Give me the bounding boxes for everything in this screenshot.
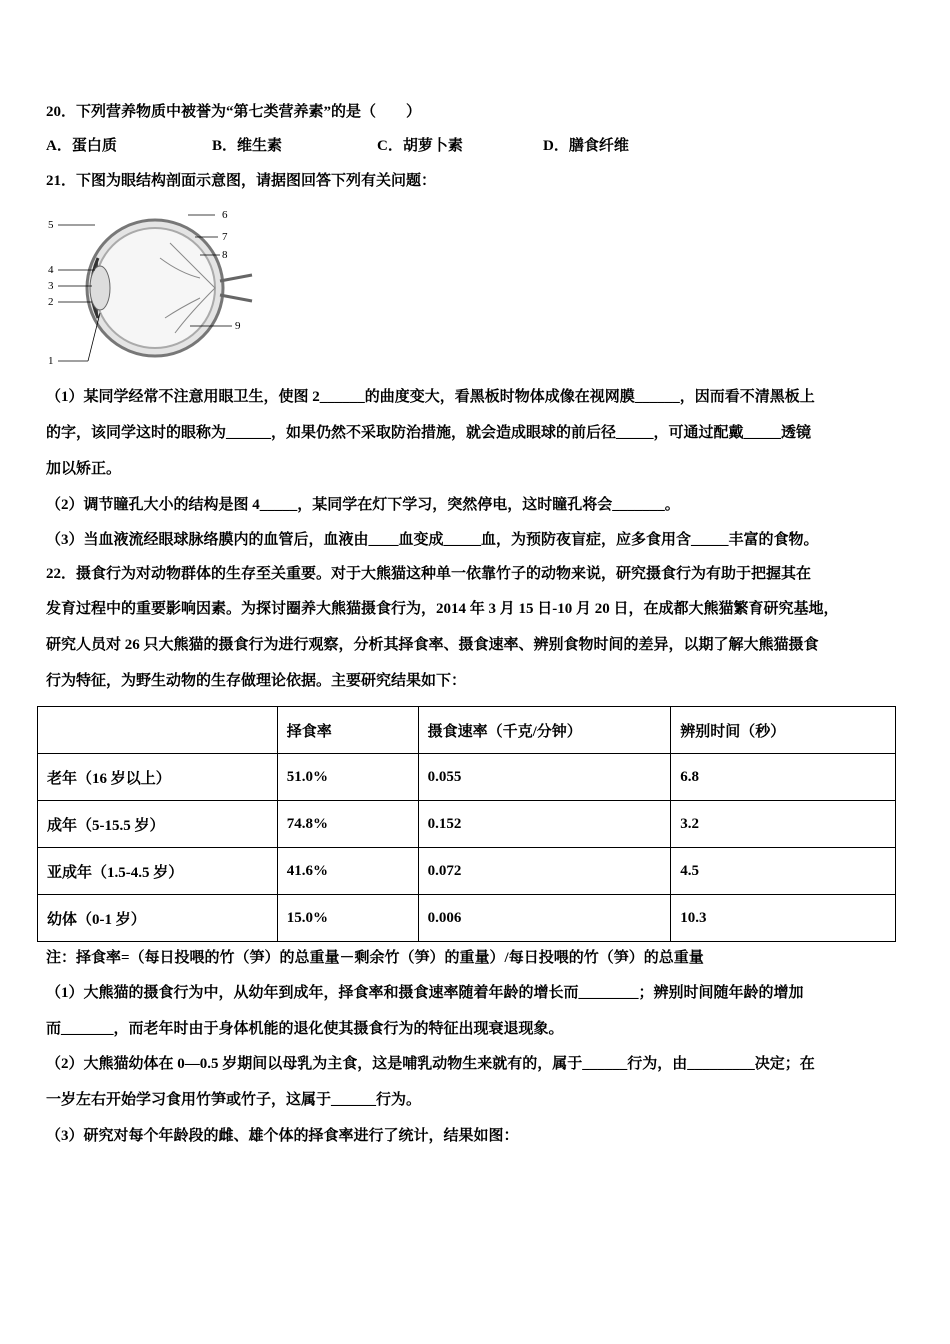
q22-intro-1: 22．摄食行为对动物群体的生存至关重要。对于大熊猫这种单一依靠竹子的动物来说，研究摄食行为有助于把握其在 bbox=[46, 566, 812, 582]
q21-line-3: 加以矫正。 bbox=[46, 461, 122, 477]
q22-intro-4: 行为特征，为野生动物的生存做理论依据。主要研究结果如下： bbox=[46, 673, 467, 689]
table-cell: 成年（5-15.5 岁） bbox=[38, 801, 278, 848]
q22-note: 注：择食率=（每日投喂的竹（笋）的总重量－剩余竹（笋）的重量）/每日投喂的竹（笋）的总重量 bbox=[46, 950, 704, 966]
q22-line-1: （1）大熊猫的摄食行为中，从幼年到成年，择食率和摄食速率随着年龄的增长而________；辨别时间随年龄的增加 bbox=[46, 985, 804, 1001]
table-cell: 0.006 bbox=[418, 895, 671, 942]
q21-line-4: （2）调节瞳孔大小的结构是图 4_____，某同学在灯下学习，突然停电，这时瞳孔将会_______。 bbox=[46, 497, 680, 513]
label-4: 4 bbox=[48, 264, 54, 276]
table-row bbox=[38, 754, 896, 801]
label-7: 7 bbox=[222, 231, 228, 243]
q20-stem: 20．下列营养物质中被誉为“第七类营养素”的是（ ） bbox=[46, 104, 422, 120]
eye-structure-diagram bbox=[40, 203, 260, 373]
table-row bbox=[38, 848, 896, 895]
label-3: 3 bbox=[48, 280, 54, 292]
table-cell: 0.055 bbox=[418, 754, 671, 801]
q22-line-3: （2）大熊猫幼体在 0—0.5 岁期间以母乳为主食，这是哺乳动物生来就有的，属于______行为，由_________决定；在 bbox=[46, 1056, 815, 1072]
q20-option-d: D．膳食纤维 bbox=[543, 138, 629, 154]
table-cell: 幼体（0-1 岁） bbox=[38, 895, 278, 942]
table-cell: 老年（16 岁以上） bbox=[38, 754, 278, 801]
q21-line-5: （3）当血液流经眼球脉络膜内的血管后，血液由____血变成_____血，为预防夜盲症，应多食用含_____丰富的食物。 bbox=[46, 532, 819, 548]
table-row bbox=[38, 801, 896, 848]
label-9: 9 bbox=[235, 320, 241, 332]
label-8: 8 bbox=[222, 249, 228, 261]
table-cell: 74.8% bbox=[277, 801, 418, 848]
table-cell: 亚成年（1.5-4.5 岁） bbox=[38, 848, 278, 895]
table-cell: 51.0% bbox=[277, 754, 418, 801]
table-cell: 0.152 bbox=[418, 801, 671, 848]
table-header-row bbox=[38, 707, 896, 754]
table-cell: 4.5 bbox=[671, 848, 896, 895]
label-5: 5 bbox=[48, 219, 54, 231]
label-1: 1 bbox=[48, 355, 54, 367]
q21-line-2: 的字，该同学这时的眼称为______，如果仍然不采取防治措施，就会造成眼球的前后径_____，可通过配戴_____透镜 bbox=[46, 425, 812, 441]
table-cell: 0.072 bbox=[418, 848, 671, 895]
label-6: 6 bbox=[222, 209, 228, 221]
table-header: 摄食速率（千克/分钟） bbox=[418, 707, 671, 754]
q22-intro-3: 研究人员对 26 只大熊猫的摄食行为进行观察，分析其择食率、摄食速率、辨别食物时间的差异，以期了解大熊猫摄食 bbox=[46, 637, 819, 653]
panda-feeding-table bbox=[37, 706, 896, 942]
table-header bbox=[38, 707, 278, 754]
table-cell: 41.6% bbox=[277, 848, 418, 895]
q20-option-c: C．胡萝卜素 bbox=[377, 138, 463, 154]
q21-stem: 21．下图为眼结构剖面示意图，请据图回答下列有关问题： bbox=[46, 173, 437, 189]
table-cell: 6.8 bbox=[671, 754, 896, 801]
table-header: 辨别时间（秒） bbox=[671, 707, 896, 754]
q20-option-b: B．维生素 bbox=[212, 138, 283, 154]
q20-option-a: A．蛋白质 bbox=[46, 138, 117, 154]
table-cell: 10.3 bbox=[671, 895, 896, 942]
table-header: 择食率 bbox=[277, 707, 418, 754]
table-cell: 3.2 bbox=[671, 801, 896, 848]
q22-line-4: 一岁左右开始学习食用竹笋或竹子，这属于______行为。 bbox=[46, 1092, 422, 1108]
q21-line-1: （1）某同学经常不注意用眼卫生，使图 2______的曲度变大，看黑板时物体成像在视网膜______，因而看不清黑板上 bbox=[46, 389, 815, 405]
q22-line-2: 而_______，而老年时由于身体机能的退化使其摄食行为的特征出现衰退现象。 bbox=[46, 1021, 564, 1037]
label-2: 2 bbox=[48, 296, 54, 308]
table-cell: 15.0% bbox=[277, 895, 418, 942]
table-row bbox=[38, 895, 896, 942]
q22-line-5: （3）研究对每个年龄段的雌、雄个体的择食率进行了统计，结果如图： bbox=[46, 1128, 519, 1144]
q22-intro-2: 发育过程中的重要影响因素。为探讨圈养大熊猫摄食行为，2014 年 3 月 15 日-10 月 20 日，在成都大熊猫繁育研究基地， bbox=[46, 601, 839, 617]
